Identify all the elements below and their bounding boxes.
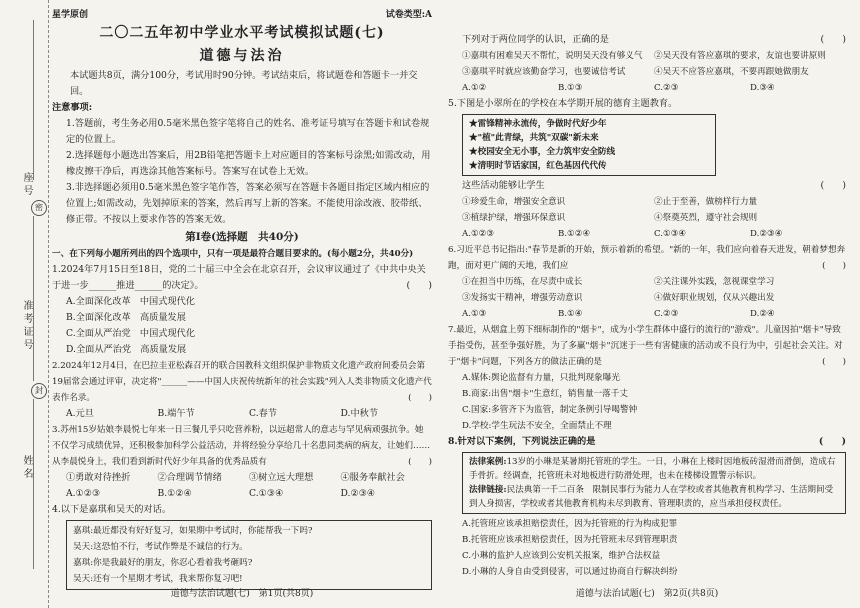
q4-item: ②吴天没有答应嘉琪的要求，友谊也要讲原则	[654, 51, 826, 61]
q1-option: D.全面从严治党 高质量发展	[66, 344, 187, 355]
q7-option: B.商家:出售"烟卡"生意红，销售量一落千丈	[462, 389, 628, 399]
board-line: ★校园安全无小事，全力筑牢安全防线	[469, 147, 616, 157]
q3-item: ②合理调节情绪	[157, 472, 222, 483]
q6-option: D.②④	[750, 309, 775, 319]
answer-paren: ( )	[822, 261, 846, 271]
q8-stem: 8.针对以下案例，下列说法正确的是	[448, 436, 596, 447]
q1-stem: 1.2024年7月15日至18日，党的二十届三中全会在北京召开，会议审议通过了《中共中央关于进一步______推进______的决定》。	[52, 264, 426, 291]
q5-item: ③植绿护绿，增强环保意识	[462, 213, 566, 223]
binding-margin	[0, 0, 49, 608]
question-3	[52, 422, 432, 502]
intro-text: 本试题共8页，满分100分，考试用时90分钟。考试结束后，将试题卷和答题卡一并交回。	[70, 70, 418, 97]
board-line: ★清明时节话家国，红色基因代代传	[469, 161, 607, 171]
q7-stem: 7.最近，从烟盒上剪下细标制作的"烟卡"，成为小学生群体中盛行的流行的"游戏"。儿童因拍"烟卡"导致手指受伤，甚至争强好胜，为了多赢"烟卡"沉迷于一些有害健康的活动或不良行为中，引起社会关注。对于"烟卡"问题，下列各方的做法正确的是	[448, 325, 843, 367]
answer-paren: ( )	[818, 436, 846, 447]
q5-question: 这些活动能够让学生	[462, 180, 545, 191]
q1-option: B.全面深化改革 高质量发展	[66, 312, 186, 323]
note-item: 1.答题前，考生务必用0.5毫米黑色签字笔将自己的姓名、准考证号填写在答题卡和试卷规定的位置上。	[66, 118, 430, 145]
q4-question: 下列对于两位同学的认识，正确的是	[462, 34, 609, 45]
q6-item: ④做好职业规划，仅从兴趣出发	[654, 293, 775, 303]
answer-paren: ( )	[408, 457, 432, 467]
q6-item: ③发扬实干精神，增强劳动意识	[462, 293, 583, 303]
q4-item: ①嘉琪有困难吴天不帮忙，说明吴天没有够义气	[462, 51, 643, 61]
q2-option: A.元旦	[66, 408, 94, 419]
question-2	[52, 358, 432, 422]
answer-paren: ( )	[820, 180, 846, 191]
page-1	[52, 0, 432, 608]
activity-board	[462, 114, 716, 176]
page-2	[448, 0, 846, 608]
q8-option: D.小琳的人身自由受到侵害，可以通过协商自行解决纠纷	[462, 567, 678, 577]
board-line: ★"植"此青绿，共筑"双碳"新未来	[469, 133, 599, 143]
binding-line	[33, 399, 34, 569]
q2-option: C.春节	[249, 408, 277, 419]
q3-item: ①勇敢对待挫折	[66, 472, 131, 483]
question-5	[448, 96, 846, 242]
part1-title: 第Ⅰ卷(选择题 共40分)	[185, 231, 299, 243]
case-box	[462, 452, 846, 514]
q5-option: B.①②④	[558, 229, 591, 239]
binding-line	[33, 216, 34, 381]
question-8	[448, 434, 846, 580]
binding-line	[33, 20, 34, 180]
question-7	[448, 322, 846, 434]
q6-option: C.②③	[654, 309, 679, 319]
exam-id-label: 准考证号	[21, 300, 32, 352]
q5-option: D.②③④	[750, 229, 783, 239]
answer-paren: ( )	[822, 357, 846, 367]
dialog-box	[66, 520, 432, 590]
dialog-line: 吴天:这恐怕不行，考试作弊是不诚信的行为。	[73, 542, 248, 552]
part1-instruction: 一、在下列每小题所列出的四个选项中，只有一项是最符合题目要求的。(每小题2分，共40分)	[52, 249, 414, 259]
q5-stem: 5.下图是小翠所在的学校在本学期开展的德育主题教育。	[448, 98, 678, 109]
q2-option: B.端午节	[157, 408, 195, 419]
answer-paren: ( )	[820, 34, 846, 45]
question-4	[52, 502, 432, 590]
q4-stem: 4.以下是嘉琪和吴天的对话。	[52, 504, 172, 515]
case-label: 法律案例:	[469, 457, 507, 467]
q1-option: A.全面深化改革 中国式现代化	[66, 296, 195, 307]
note-item: 3.非选择题必须用0.5毫米黑色签字笔作答，答案必须写在答题卡各题目指定区域内相应的位置上;如需改动，先划掉原来的答案，然后再写上新的答案。不能使用涂改液、胶带纸、修正带。不按以上要求作答的答案无效。	[66, 182, 430, 225]
q8-option: A.托管班应该承担赔偿责任，因为托管班的行为构成犯罪	[462, 519, 678, 529]
answer-paren: ( )	[408, 393, 432, 403]
q3-item: ④服务奉献社会	[340, 472, 405, 483]
page-header	[52, 8, 432, 22]
q4-option: B.①③	[558, 83, 583, 93]
answer-paren: ( )	[406, 280, 432, 291]
q3-option: D.②③④	[340, 488, 376, 499]
q5-option: C.①③④	[654, 229, 687, 239]
seal-mark: 密	[31, 200, 47, 216]
q4-option: A.①②	[462, 83, 487, 93]
law-link-label: 法律链接:	[469, 485, 507, 495]
page-footer: 道德与法治试题(七) 第1页(共8页)	[170, 589, 314, 599]
page-footer: 道德与法治试题(七) 第2页(共8页)	[575, 589, 719, 599]
board-line: ★雷锋精神永流传，争做时代好少年	[469, 119, 607, 129]
exam-title: 二〇二五年初中学业水平考试模拟试题(七)	[99, 25, 385, 41]
q4-option: C.②③	[654, 83, 679, 93]
subject-title: 道德与法治	[199, 48, 285, 64]
question-6	[448, 242, 846, 322]
question-1	[52, 262, 432, 358]
seat-label: 座号	[21, 172, 32, 198]
question-4-continued	[448, 32, 846, 96]
q7-option: C.国家:多管齐下为监管，制定条例引导喝警钟	[462, 405, 638, 415]
note-item: 2.选择题每小题选出答案后，用2B铅笔把答题卡上对应题目的答案标号涂黑;如需改动，用橡皮擦干净后，再选涂其他答案标号。答案写在试卷上无效。	[66, 150, 431, 177]
q4-item: ④吴天不应答应嘉琪，不要再跟她做朋友	[654, 67, 809, 77]
q4-item: ③嘉琪平时就应该勤奋学习，也要诚信考试	[462, 67, 626, 77]
q2-option: D.中秋节	[340, 408, 379, 419]
q3-stem: 3.苏州15岁姑娘李晨悦七年来一日三餐几乎只吃营养粉，以远超常人的意志与罕见病顽强抗争。她不仅学习成绩优异，还积极参加科学公益活动，并将经验分享给几十名患同类病的病友，让她们……从李晨悦身上，我们看到新时代好少年具备的优秀品质有	[52, 425, 431, 467]
header-tag: 星学原创	[52, 10, 89, 20]
q1-option: C.全面从严治党 中国式现代化	[66, 328, 196, 339]
q5-option: A.①②③	[462, 229, 495, 239]
case-text: 13岁的小琳是某暑期托管班的学生。一日，小琳在上楼时因地板砖湿滑而滑倒，造成右手骨折。经调查，托管班未对地板进行防滑处理，也未在楼梯设置警示标识。	[469, 457, 836, 481]
dialog-line: 嘉琪:你是我最好的朋友，你忍心看着我考砸吗?	[73, 558, 253, 568]
q5-item: ①珍爱生命，增强安全意识	[462, 197, 566, 207]
law-link-text: 民法典第一千二百条 限制民事行为能力人在学校或者其他教育机构学习、生活期间受到人身损害，学校或者其他教育机构未尽到教育、管理职责的，应当承担侵权责任。	[469, 485, 834, 509]
q6-stem: 6.习近平总书记指出:"春节是新的开始，预示着新的希望。"新的一年，我们应向着春天进发，朝着梦想奔跑，面对更广阔的天地，我们应	[448, 245, 846, 271]
q6-option: A.①③	[462, 309, 487, 319]
notes-heading: 注意事项:	[52, 102, 93, 113]
dialog-line: 嘉琪:最近都没有好好复习，如果期中考试时，你能帮我一下吗?	[73, 526, 313, 536]
q7-option: D.学校:学生玩法不安全，全面禁止不理	[462, 421, 612, 431]
q8-option: C.小琳的监护人应该到公安机关报案，维护合法权益	[462, 551, 661, 561]
q3-option: A.①②③	[66, 488, 101, 499]
q6-item: ②关注课外实践，忽视课堂学习	[654, 277, 775, 287]
seal-mark: 封	[31, 383, 47, 399]
q5-item: ②止于至善，做榜样行力量	[654, 197, 758, 207]
q3-option: C.①③④	[249, 488, 284, 499]
paper-type: 试卷类型:A	[385, 10, 432, 20]
q2-stem: 2.2024年12月4日，在巴拉圭亚松森召开的联合国教科文组织保护非物质文化遗产政府间委员会第19届常会通过评审，决定将"______——中国人庆祝传统新年的社会实践"列入人类非物质文化遗产代表作名录。	[52, 361, 432, 403]
q3-option: B.①②④	[157, 488, 192, 499]
q4-option: D.③④	[750, 83, 775, 93]
q6-option: B.①④	[558, 309, 583, 319]
q7-option: A.媒体:舆论监督有力量，只批判现象曝光	[462, 373, 620, 383]
q8-option: B.托管班应该承担赔偿责任，因为托管班未尽到管理职责	[462, 535, 678, 545]
q5-item: ④祭奠英烈，遵守社会规则	[654, 213, 758, 223]
q6-item: ①在担当中历练，在尽责中成长	[462, 277, 583, 287]
name-label: 姓名	[21, 455, 32, 481]
dialog-line: 吴天:还有一个星期才考试，我来帮你复习吧!	[73, 574, 243, 584]
q3-item: ③树立远大理想	[249, 472, 314, 483]
